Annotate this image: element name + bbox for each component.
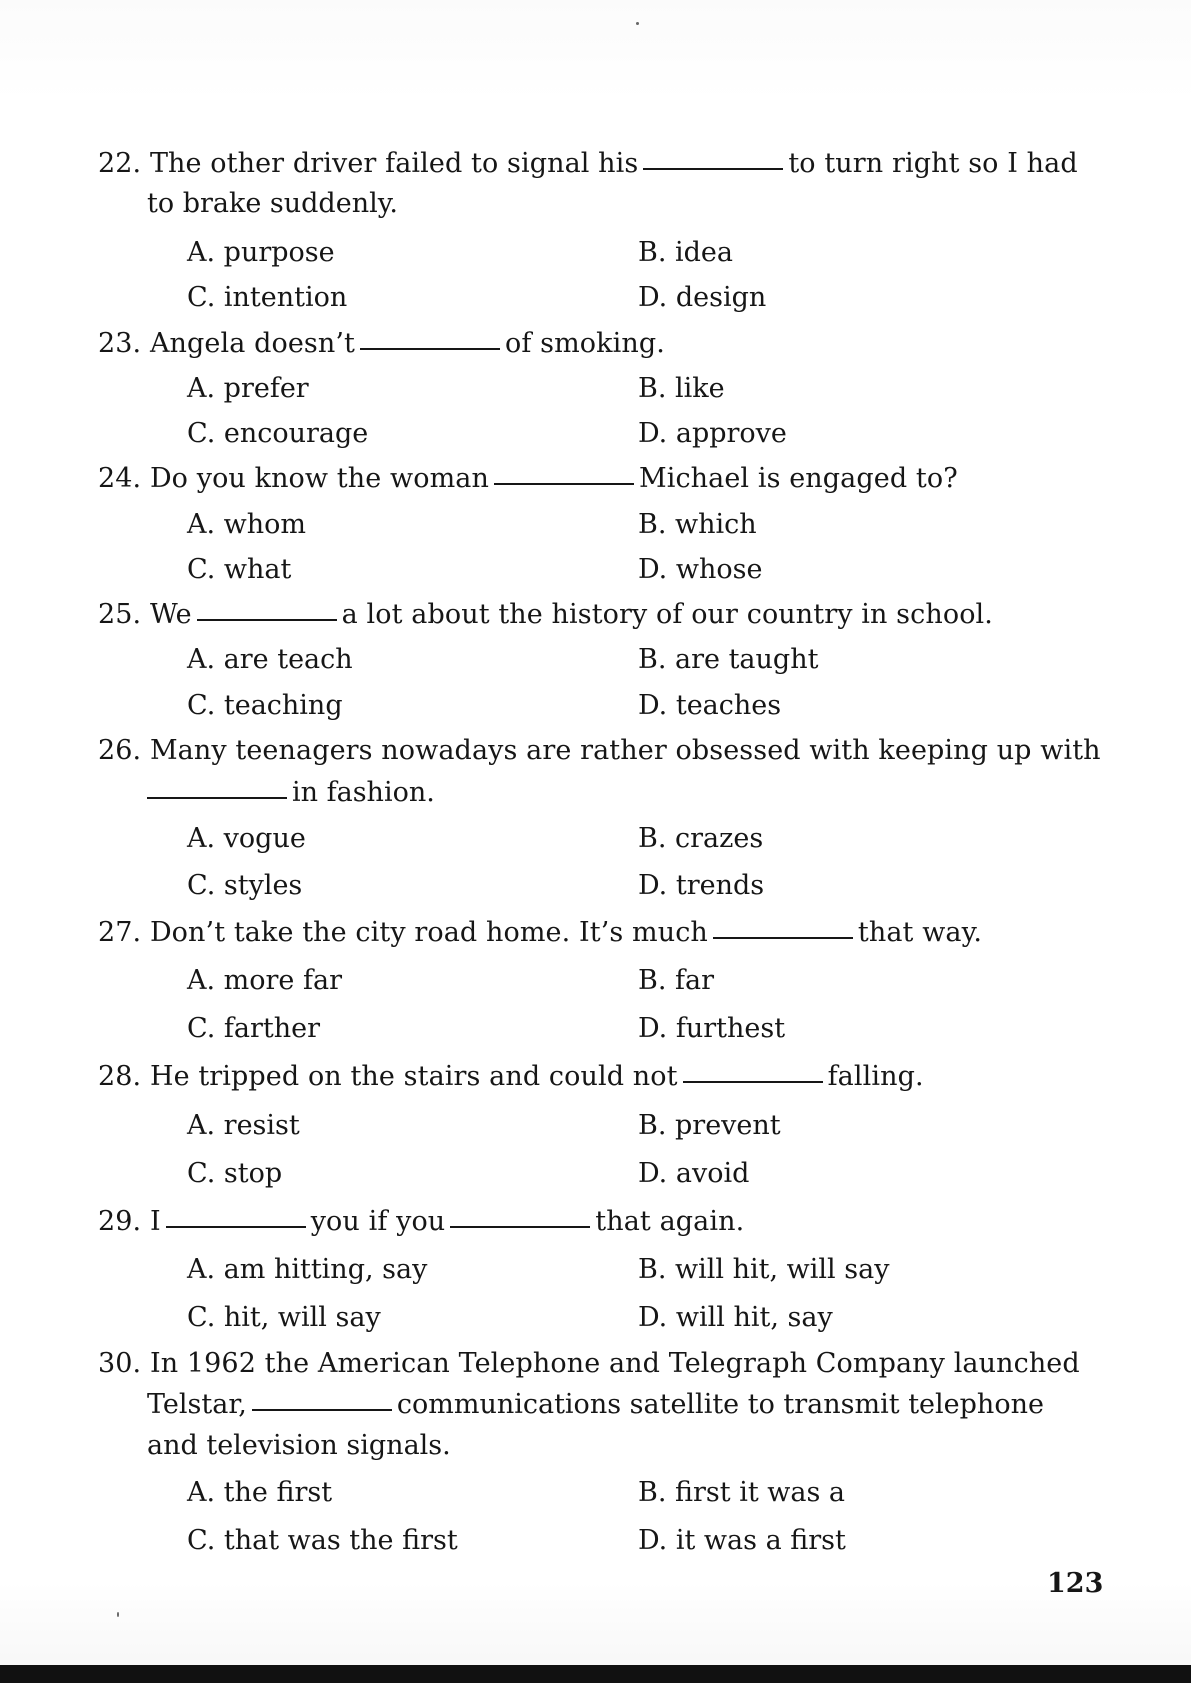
question-text: that way. [857, 917, 983, 948]
question-text: Do you know the woman [149, 463, 489, 494]
option-d: D. it was a first [638, 1525, 846, 1556]
question-22-stem [98, 144, 1098, 184]
option-b: B. prevent [638, 1110, 781, 1141]
question-22-continuation: to brake suddenly. [147, 188, 398, 219]
option-c: C. that was the first [187, 1525, 458, 1556]
question-text: communications satellite to transmit telephone [396, 1389, 1044, 1420]
question-30-stem [98, 1344, 1098, 1384]
option-d: D. teaches [638, 690, 782, 721]
option-a: A. prefer [187, 373, 309, 404]
question-text: of smoking. [505, 328, 665, 359]
option-d: D. avoid [638, 1158, 750, 1189]
question-26-continuation [147, 773, 435, 813]
option-a: A. are teach [187, 644, 353, 675]
question-text: The other driver failed to signal his [149, 148, 639, 179]
option-b: B. idea [638, 237, 734, 268]
question-text: to turn right so I had [788, 148, 1078, 179]
question-number: 23. [98, 328, 142, 359]
answer-blank [147, 797, 287, 799]
scan-edge [0, 1665, 1191, 1683]
question-text: Angela doesn’t [149, 328, 355, 359]
answer-blank [197, 619, 337, 621]
question-26-stem [98, 731, 1101, 771]
option-d: D. approve [638, 418, 787, 449]
answer-blank [450, 1226, 590, 1228]
question-text: that again. [595, 1206, 745, 1237]
question-number: 30. [98, 1348, 142, 1379]
option-c: C. what [187, 554, 292, 585]
option-b: B. far [638, 965, 715, 996]
question-text: I [149, 1206, 161, 1237]
question-text: in fashion. [292, 777, 435, 808]
option-c: C. teaching [187, 690, 343, 721]
question-number: 26. [98, 735, 142, 766]
option-c: C. hit, will say [187, 1302, 381, 1333]
page-number: 123 [1047, 1568, 1104, 1599]
answer-blank [683, 1081, 823, 1083]
question-number: 22. [98, 148, 142, 179]
option-b: B. which [638, 509, 757, 540]
option-a: A. the first [187, 1477, 333, 1508]
question-text: He tripped on the stairs and could not [149, 1061, 678, 1092]
option-d: D. will hit, say [638, 1302, 833, 1333]
answer-blank [643, 168, 783, 170]
answer-blank [252, 1409, 392, 1411]
option-c: C. encourage [187, 418, 369, 449]
question-text: Many teenagers nowadays are rather obsessed with keeping up with [149, 735, 1101, 766]
question-text: you if you [310, 1206, 446, 1237]
question-text: Don’t take the city road home. It’s much [149, 917, 708, 948]
option-c: C. styles [187, 870, 303, 901]
question-30-continuation: and television signals. [147, 1430, 451, 1461]
option-d: D. whose [638, 554, 763, 585]
option-b: B. crazes [638, 823, 764, 854]
question-27-stem [98, 913, 1098, 953]
answer-blank [713, 937, 853, 939]
question-23-stem [98, 324, 1098, 364]
option-a: A. vogue [187, 823, 306, 854]
question-28-stem [98, 1057, 1098, 1097]
option-b: B. first it was a [638, 1477, 846, 1508]
question-text: falling. [827, 1061, 924, 1092]
option-b: B. like [638, 373, 725, 404]
print-speck [636, 22, 639, 25]
option-b: B. are taught [638, 644, 819, 675]
answer-blank [360, 348, 500, 350]
question-number: 29. [98, 1206, 142, 1237]
question-text: a lot about the history of our country in school. [341, 599, 993, 630]
question-number: 24. [98, 463, 142, 494]
option-d: D. design [638, 282, 767, 313]
question-number: 27. [98, 917, 142, 948]
print-speck [117, 1612, 119, 1617]
answer-blank [494, 483, 634, 485]
question-number: 28. [98, 1061, 142, 1092]
question-text: Telstar, [147, 1389, 247, 1420]
question-number: 25. [98, 599, 142, 630]
question-25-stem [98, 595, 1098, 635]
question-29-stem [98, 1202, 1098, 1242]
option-c: C. stop [187, 1158, 283, 1189]
option-c: C. farther [187, 1013, 320, 1044]
option-b: B. will hit, will say [638, 1254, 890, 1285]
option-d: D. trends [638, 870, 765, 901]
option-d: D. furthest [638, 1013, 786, 1044]
option-a: A. purpose [187, 237, 335, 268]
option-a: A. more far [187, 965, 342, 996]
option-a: A. resist [187, 1110, 300, 1141]
option-a: A. whom [187, 509, 307, 540]
question-text: In 1962 the American Telephone and Telegraph Company launched [149, 1348, 1080, 1379]
answer-blank [166, 1226, 306, 1228]
option-a: A. am hitting, say [187, 1254, 428, 1285]
option-c: C. intention [187, 282, 348, 313]
question-30-continuation [147, 1385, 1044, 1425]
question-24-stem [98, 459, 1098, 499]
question-text: We [149, 599, 192, 630]
question-text: Michael is engaged to? [638, 463, 958, 494]
